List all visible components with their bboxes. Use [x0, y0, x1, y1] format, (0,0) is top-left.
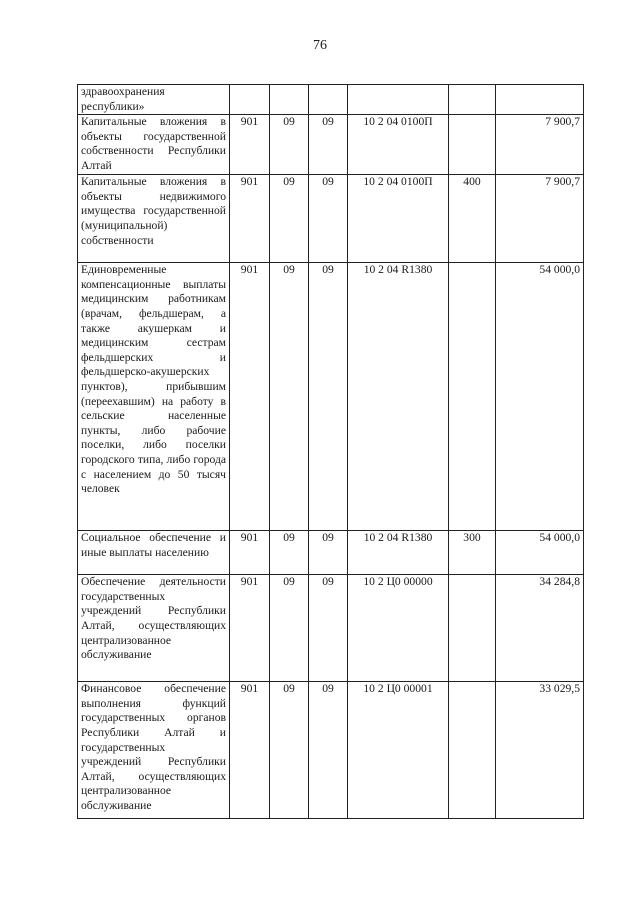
amount: 7 900,7 — [496, 175, 584, 263]
row-name: Финансовое обеспечение выполнения функций государственных органов Республики Алтай и государственных учреждений Республики Алтай, осуществляющих централизованное обслуживание — [78, 682, 230, 819]
expense-type-code — [449, 115, 496, 175]
section-code — [270, 85, 309, 115]
target-article-code: 10 2 04 R1380 — [348, 263, 449, 531]
expense-type-code — [449, 263, 496, 531]
subsection-code — [309, 85, 348, 115]
budget-table-body — [78, 85, 584, 819]
section-code: 09 — [270, 175, 309, 263]
section-code: 09 — [270, 115, 309, 175]
expense-type-code: 400 — [449, 175, 496, 263]
table-row — [78, 175, 584, 263]
table-row — [78, 85, 584, 115]
target-article-code — [348, 85, 449, 115]
target-article-code: 10 2 04 0100П — [348, 175, 449, 263]
expense-type-code — [449, 85, 496, 115]
subsection-code: 09 — [309, 115, 348, 175]
ministry-code: 901 — [230, 531, 270, 575]
ministry-code: 901 — [230, 115, 270, 175]
table-row — [78, 575, 584, 682]
table-row — [78, 531, 584, 575]
amount: 33 029,5 — [496, 682, 584, 819]
section-code: 09 — [270, 531, 309, 575]
row-name: Социальное обеспечение и иные выплаты населению — [78, 531, 230, 575]
expense-type-code — [449, 682, 496, 819]
expense-type-code — [449, 575, 496, 682]
amount — [496, 85, 584, 115]
row-name: Капитальные вложения в объекты недвижимого имущества государственной (муниципальной) собственности — [78, 175, 230, 263]
target-article-code: 10 2 Ц0 00000 — [348, 575, 449, 682]
amount: 7 900,7 — [496, 115, 584, 175]
subsection-code: 09 — [309, 175, 348, 263]
amount: 34 284,8 — [496, 575, 584, 682]
amount: 54 000,0 — [496, 263, 584, 531]
target-article-code: 10 2 Ц0 00001 — [348, 682, 449, 819]
page-number: 76 — [313, 38, 327, 53]
target-article-code: 10 2 04 R1380 — [348, 531, 449, 575]
table-row — [78, 115, 584, 175]
ministry-code: 901 — [230, 682, 270, 819]
subsection-code: 09 — [309, 263, 348, 531]
subsection-code: 09 — [309, 575, 348, 682]
section-code: 09 — [270, 682, 309, 819]
row-name: Единовременные компенсационные выплаты медицинским работникам (врачам, фельдшерам, а также акушеркам и медицинским сестрам фельдшерских и фельдшерско-акушерских пунктов), прибывшим (переехавшим) на работу в сельские населенные пункты, либо рабочие поселки, либо поселки городского типа, либо города с населением до 50 тысяч человек — [78, 263, 230, 531]
target-article-code: 10 2 04 0100П — [348, 115, 449, 175]
expense-type-code: 300 — [449, 531, 496, 575]
ministry-code — [230, 85, 270, 115]
table-row — [78, 682, 584, 819]
row-name: Капитальные вложения в объекты государственной собственности Республики Алтай — [78, 115, 230, 175]
ministry-code: 901 — [230, 263, 270, 531]
ministry-code: 901 — [230, 575, 270, 682]
amount: 54 000,0 — [496, 531, 584, 575]
row-name: здравоохранения республики» — [78, 85, 230, 115]
budget-table — [77, 84, 584, 819]
subsection-code: 09 — [309, 682, 348, 819]
ministry-code: 901 — [230, 175, 270, 263]
subsection-code: 09 — [309, 531, 348, 575]
table-row — [78, 263, 584, 531]
section-code: 09 — [270, 263, 309, 531]
section-code: 09 — [270, 575, 309, 682]
row-name: Обеспечение деятельности государственных учреждений Республики Алтай, осуществляющих централизованное обслуживание — [78, 575, 230, 682]
